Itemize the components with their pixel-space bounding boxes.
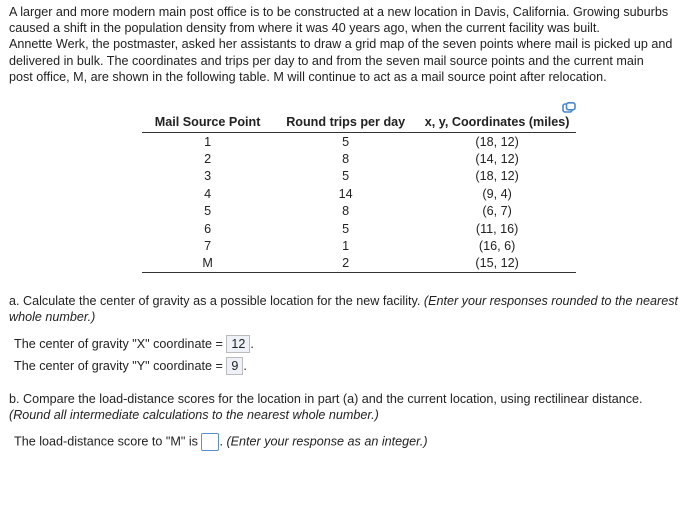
cell-mail-source-point: 3: [204, 169, 212, 184]
center-y-period: .: [243, 359, 247, 373]
cell-coordinates: (14, 12): [475, 152, 519, 167]
cell-coordinates: (18, 12): [475, 134, 519, 149]
intro-line: caused a shift in the population density from where it was 40 years ago, when the current facility was built.: [9, 21, 600, 36]
table-row: [142, 185, 576, 202]
cell-mail-source-point: 1: [204, 134, 212, 149]
header-round-trips: Round trips per day: [273, 112, 418, 133]
center-y-answer[interactable]: 9: [226, 357, 243, 375]
load-distance-label: The load-distance score to "M" is: [14, 434, 198, 449]
cell-round-trips: 5: [342, 169, 350, 184]
load-distance-period: .: [219, 434, 223, 449]
load-distance-row: [14, 433, 428, 451]
table-row: [142, 220, 576, 237]
copy-table-icon[interactable]: [562, 102, 576, 114]
intro-line: post office, M, are shown in the following table. M will continue to act as a mail source point after relocation.: [9, 69, 607, 84]
load-distance-note: (Enter your response as an integer.): [226, 434, 428, 449]
cell-round-trips: 14: [338, 186, 353, 201]
mail-source-table: [142, 112, 576, 273]
part-a-note: (Enter your responses rounded to the nearest: [423, 294, 679, 308]
cell-mail-source-point: 4: [204, 186, 212, 201]
table-row: [142, 150, 576, 167]
table-row: [142, 203, 576, 220]
part-b-prompt: b. Compare the load-distance scores for the location in part (a) and the current location, using rectilinear distance.: [9, 392, 643, 406]
cell-round-trips: 8: [342, 152, 350, 167]
center-y-label: The center of gravity "Y" coordinate =: [14, 359, 223, 373]
cell-round-trips: 1: [342, 239, 350, 254]
load-distance-input[interactable]: [201, 433, 219, 451]
intro-line: delivered in bulk. The coordinates and trips per day to and from the seven mail source points and the current main: [9, 53, 644, 68]
part-a-prompt: a. Calculate the center of gravity as a possible location for the new facility.: [9, 294, 421, 308]
cell-round-trips: 5: [342, 134, 350, 149]
cell-coordinates: (11, 16): [475, 221, 519, 236]
cell-round-trips: 2: [273, 255, 418, 273]
part-b-section: [9, 391, 693, 423]
problem-statement: [9, 4, 693, 85]
cell-mail-source-point: M: [142, 255, 273, 273]
cell-round-trips: 5: [342, 221, 350, 236]
part-a-note-cont: whole number.): [9, 310, 96, 324]
cell-round-trips: 8: [342, 204, 350, 219]
table-header-row: [142, 112, 576, 133]
table-row: [142, 255, 576, 273]
part-a-section: [9, 293, 693, 325]
intro-line: Annette Werk, the postmaster, asked her assistants to draw a grid map of the seven points where mail is picked up and: [9, 37, 673, 52]
cell-coordinates: (18, 12): [475, 169, 519, 184]
cell-coordinates: (16, 6): [478, 239, 516, 254]
cell-coordinates: (9, 4): [482, 186, 512, 201]
center-x-answer[interactable]: 12: [226, 335, 250, 353]
table-body: [142, 133, 576, 273]
header-coordinates: x, y, Coordinates (miles): [418, 112, 576, 133]
header-mail-source-point: Mail Source Point: [142, 112, 273, 133]
cell-mail-source-point: 6: [204, 221, 212, 236]
center-x-period: .: [250, 337, 254, 351]
center-x-row: [14, 335, 254, 353]
cell-mail-source-point: 7: [204, 239, 212, 254]
intro-line: A larger and more modern main post office is to be constructed at a new location in Davis, California. Growing suburbs: [9, 5, 669, 19]
cell-mail-source-point: 2: [204, 152, 212, 167]
table-row: [142, 133, 576, 151]
cell-mail-source-point: 5: [204, 204, 212, 219]
center-x-label: The center of gravity "X" coordinate =: [14, 337, 223, 351]
part-b-note: (Round all intermediate calculations to the nearest whole number.): [9, 408, 379, 422]
cell-coordinates: (6, 7): [482, 204, 512, 219]
center-y-row: [14, 357, 247, 375]
table-row: [142, 168, 576, 185]
cell-coordinates: (15, 12): [418, 255, 576, 273]
table-row: [142, 237, 576, 254]
